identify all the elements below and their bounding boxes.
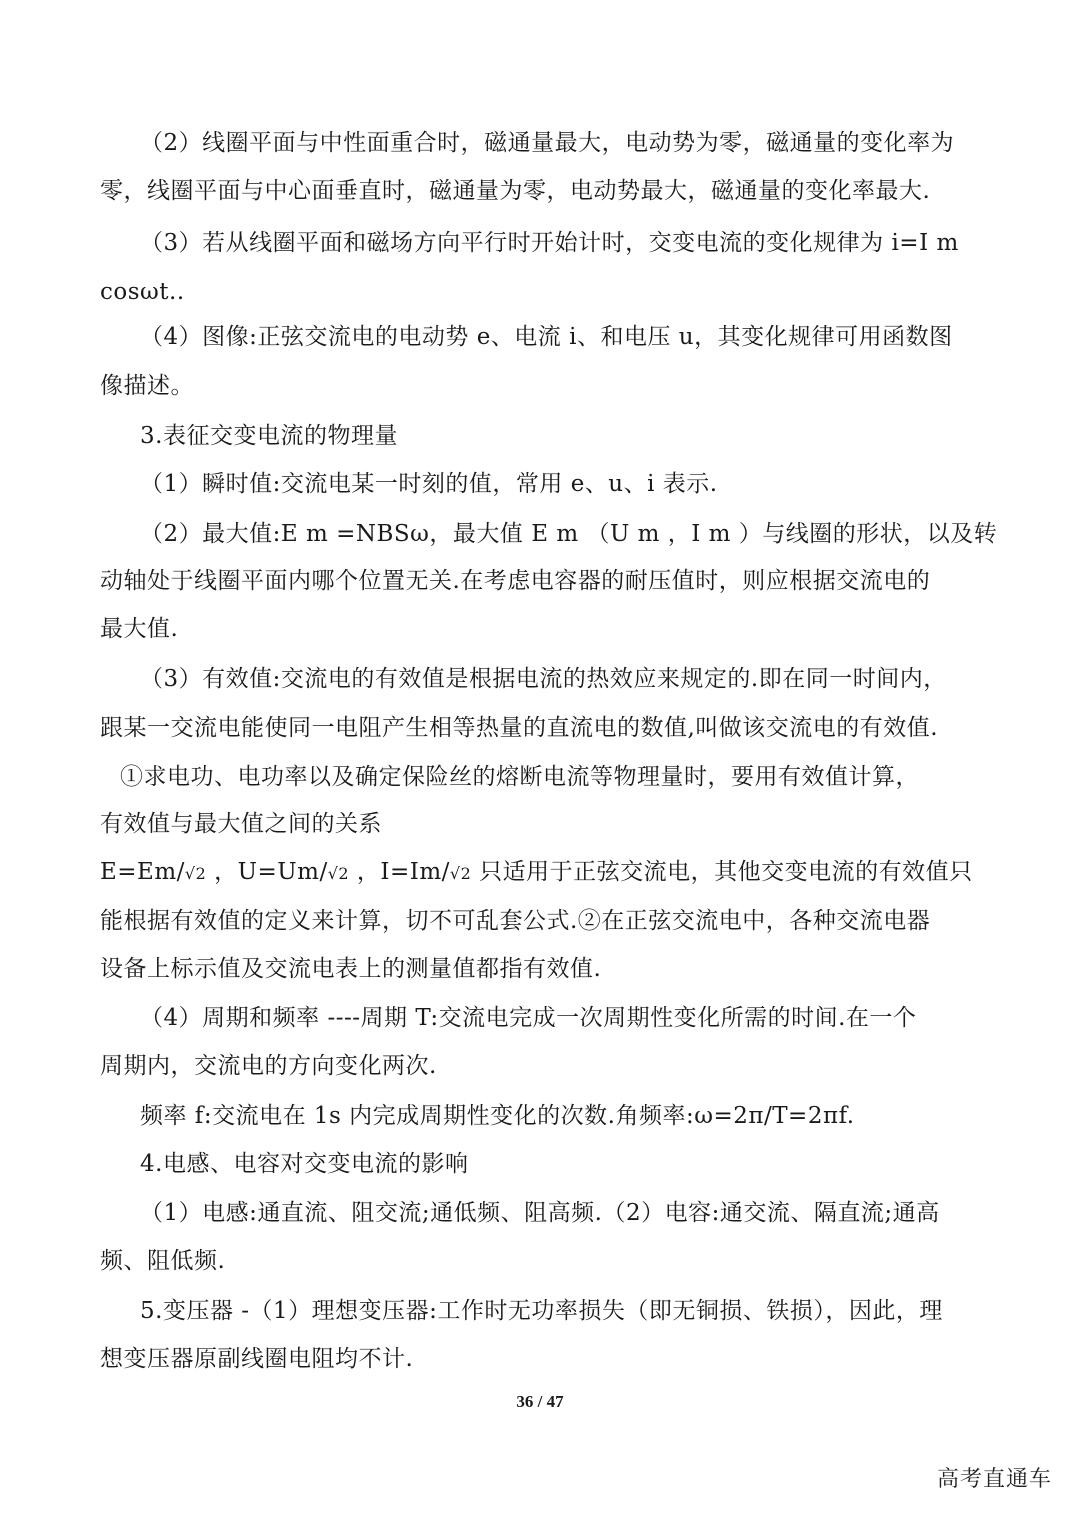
text-line: （3）若从线圈平面和磁场方向平行时开始计时，交变电流的变化规律为 i=I m	[140, 230, 959, 256]
formula-e: E=Em/	[100, 859, 185, 885]
section-heading: 4.电感、电容对交变电流的影响	[140, 1151, 469, 1177]
sqrt-symbol: √2	[449, 864, 472, 883]
text-line: 5.变压器 -（1）理想变压器:工作时无功率损失（即无铜损、铁损），因此，理	[140, 1298, 943, 1324]
text-line: 像描述。	[100, 373, 194, 399]
text-line: 有效值与最大值之间的关系	[100, 811, 382, 837]
text-line: 零，线圈平面与中心面垂直时，磁通量为零，电动势最大，磁通量的变化率最大.	[100, 178, 931, 204]
formula-rest: 只适用于正弦交流电，其他交变电流的有效值只	[471, 859, 973, 885]
sqrt-symbol: √2	[327, 864, 350, 883]
page-number: 36 / 47	[516, 1392, 564, 1411]
text-line: （3）有效值:交流电的有效值是根据电流的热效应来规定的.即在同一时间内，	[140, 666, 947, 692]
watermark: 高考直通车	[936, 1467, 1052, 1492]
sqrt-symbol: √2	[184, 864, 207, 883]
text-line: （1）瞬时值:交流电某一时刻的值，常用 e、u、i 表示.	[140, 471, 718, 497]
formula-line	[100, 857, 973, 889]
formula-i: ，I=Im/	[349, 859, 450, 885]
section-heading: 3.表征交变电流的物理量	[140, 423, 398, 449]
text-line: ①求电功、电功率以及确定保险丝的熔断电流等物理量时，要用有效值计算，	[120, 764, 919, 790]
text-line: （4）周期和频率 ----周期 T:交流电完成一次周期性变化所需的时间.在一个	[140, 1005, 917, 1031]
text-line: 频、阻低频.	[100, 1248, 226, 1274]
text-line: （4）图像:正弦交流电的电动势 e、电流 i、和电压 u，其变化规律可用函数图	[140, 324, 953, 350]
text-line: （1）电感:通直流、阻交流;通低频、阻高频.（2）电容:通交流、隔直流;通高	[140, 1200, 940, 1226]
text-line: 动轴处于线圈平面内哪个位置无关.在考虑电容器的耐压值时，则应根据交流电的	[100, 568, 931, 594]
text-line: 跟某一交流电能使同一电阻产生相等热量的直流电的数值,叫做该交流电的有效值.	[100, 715, 939, 741]
text-line: cosωt..	[100, 279, 185, 305]
text-line: （2）最大值:E m =NBSω，最大值 E m （U m ，I m ）与线圈的形状，以及转	[140, 521, 998, 547]
text-line: 周期内，交流电的方向变化两次.	[100, 1053, 437, 1079]
formula-u: ，U=Um/	[206, 859, 328, 885]
text-line: 最大值.	[100, 616, 179, 642]
text-line: 频率 f:交流电在 1s 内完成周期性变化的次数.角频率:ω=2π/T=2πf.	[140, 1103, 855, 1129]
text-line: 想变压器原副线圈电阻均不计.	[100, 1346, 414, 1372]
text-line: （2）线圈平面与中性面重合时，磁通量最大，电动势为零，磁通量的变化率为	[140, 130, 955, 156]
text-line: 能根据有效值的定义来计算，切不可乱套公式.②在正弦交流电中，各种交流电器	[100, 908, 931, 934]
text-line: 设备上标示值及交流电表上的测量值都指有效值.	[100, 956, 602, 982]
